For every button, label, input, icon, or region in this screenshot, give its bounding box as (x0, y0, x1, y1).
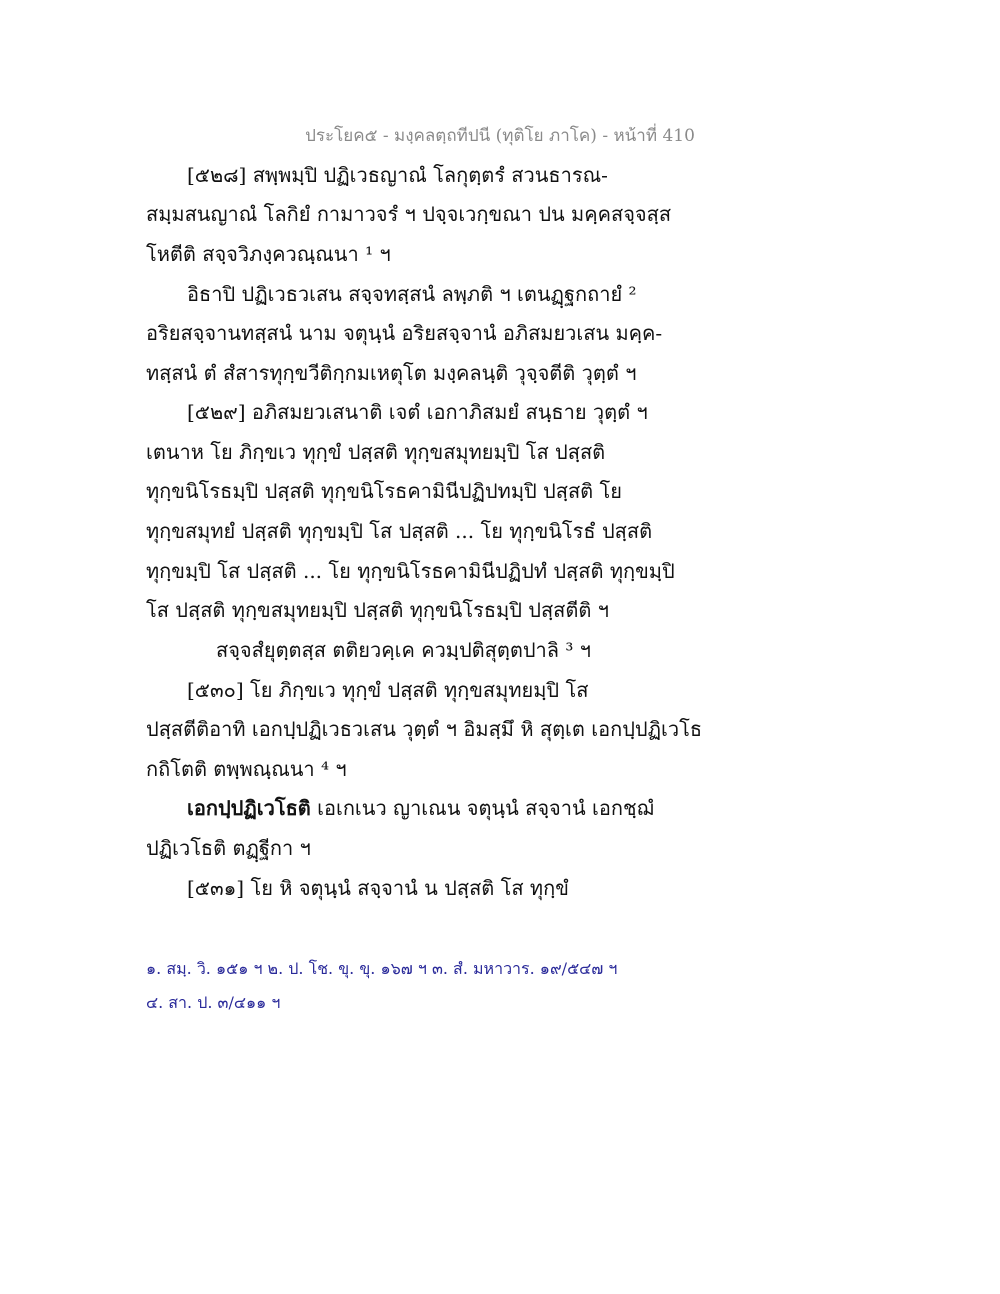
bold-term: เอกปฺปฏิเวโธติ (187, 796, 311, 820)
text-run: เอเกเนว ญาเณน จตุนฺนํ สจฺจานํ เอกชฺฌํ (310, 796, 654, 820)
text-line: โส ปสฺสติ ทุกฺขสมุทยมฺปิ ปสฺสติ ทุกฺขนิโรธมฺปิ ปสฺสตีติ ฯ (146, 598, 609, 622)
text-line: ทุกฺขมฺปิ โส ปสฺสติ ... โย ทุกฺขนิโรธคามินีปฏิปทํ ปสฺสติ ทุกฺขมฺปิ (146, 559, 675, 583)
text-line: [๕๒๙] อภิสมยวเสนาติ เจตํ เอกาภิสมยํ สนฺธาย วุตฺตํ ฯ (187, 400, 648, 424)
text-line: ปฏิเวโธติ ตฏฺฐีกา ฯ (146, 836, 311, 860)
text-line: ทุกฺขนิโรธมฺปิ ปสฺสติ ทุกฺขนิโรธคามินีปฏิปทมฺปิ ปสฺสติ โย (146, 479, 622, 503)
text-line: [๕๒๘] สพฺพมฺปิ ปฏิเวธญาณํ โลกุตฺตรํ สวนธารณ- (187, 163, 608, 187)
text-line: เตนาห โย ภิกฺขเว ทุกฺขํ ปสฺสติ ทุกฺขสมุทยมฺปิ โส ปสฺสติ (146, 440, 606, 464)
text-line: อริยสจฺจานทสฺสนํ นาม จตุนฺนํ อริยสจฺจานํ อภิสมยวเสน มคฺค- (146, 321, 663, 345)
text-line (187, 795, 654, 821)
text-line: ทุกฺขสมุทยํ ปสฺสติ ทุกฺขมฺปิ โส ปสฺสติ ... โย ทุกฺขนิโรธํ ปสฺสติ (146, 519, 653, 543)
text-line: อิธาปิ ปฏิเวธวเสน สจฺจทสฺสนํ ลพฺภติ ฯ เตนฏฺฐกถายํ ² (187, 282, 637, 306)
text-line: กถิโตติ ตพฺพณฺณนา ⁴ ฯ (146, 757, 347, 781)
text-line: ทสฺสนํ ตํ สํสารทุกฺขวีติกฺกมเหตุโต มงฺคลนฺติ วุจฺจตีติ วุตฺตํ ฯ (146, 361, 637, 385)
footnote-line: ๑. สมฺ. วิ. ๑๕๑ ฯ ๒. ป. โช. ขุ. ขุ. ๑๖๗ ฯ ๓. สํ. มหาวาร. ๑๙/๕๔๗ ฯ (146, 959, 618, 978)
footnote-line: ๔. สา. ป. ๓/๔๑๑ ฯ (146, 993, 281, 1012)
text-line: สจฺจสํยุตฺตสฺส ตติยวคฺเค ควมฺปติสุตฺตปาลิ ³ ฯ (216, 638, 591, 662)
text-line: ปสฺสตีติอาทิ เอกปฺปฏิเวธวเสน วุตฺตํ ฯ อิมสฺมึ หิ สุตฺเต เอกปฺปฏิเวโธ (146, 717, 703, 741)
text-line: โหตีติ สจฺจวิภงฺควณฺณนา ¹ ฯ (146, 242, 391, 266)
text-line: [๕๓๑] โย หิ จตุนฺนํ สจฺจานํ น ปสฺสติ โส ทุกฺขํ (187, 876, 569, 900)
text-line: [๕๓๐] โย ภิกฺขเว ทุกฺขํ ปสฺสติ ทุกฺขสมุทยมฺปิ โส (187, 678, 589, 702)
page-header: ประโยค๕ - มงฺคลตฺถทีปนี (ทุติโย ภาโค) - หน้าที่ 410 (305, 126, 695, 146)
text-line: สมฺมสนญาณํ โลกิยํ กามาวจรํ ฯ ปจฺจเวกฺขณา ปน มคฺคสจฺจสฺส (146, 202, 672, 226)
